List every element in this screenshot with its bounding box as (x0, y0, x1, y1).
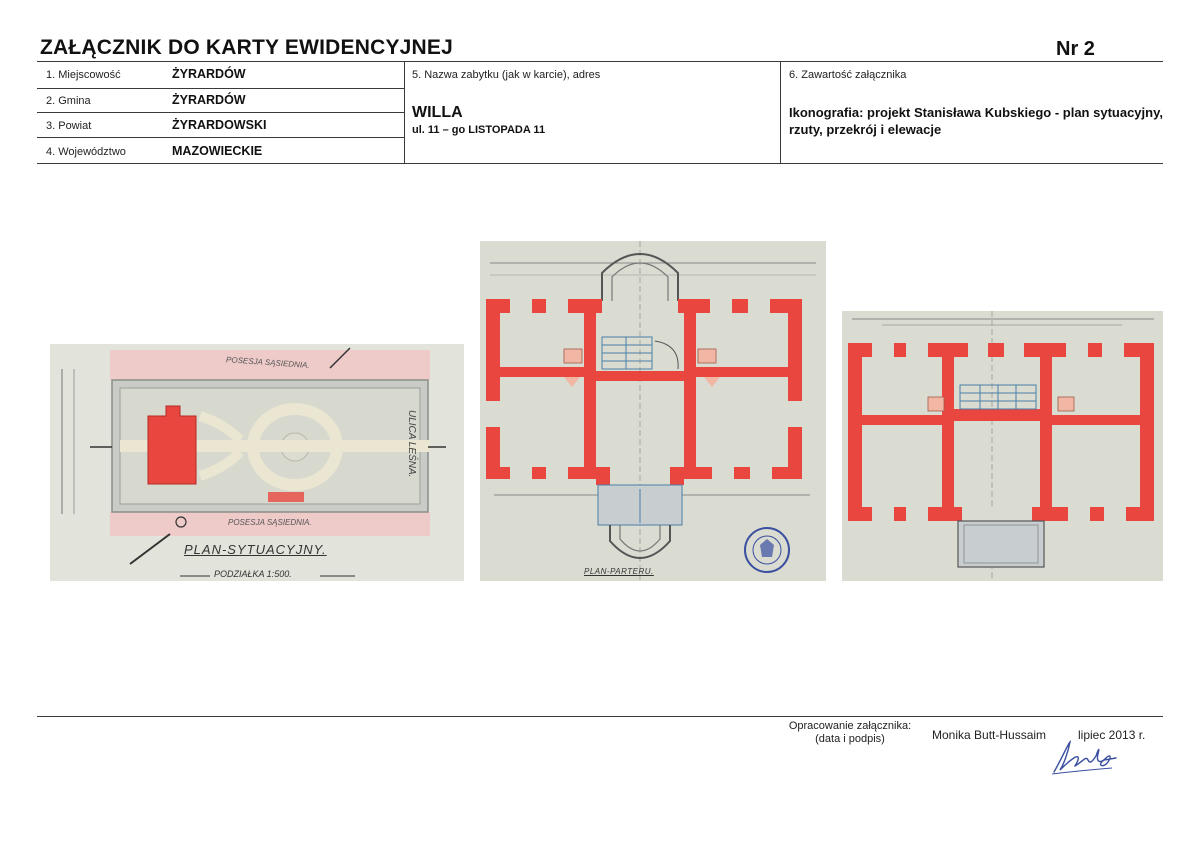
monument-name: WILLA (412, 104, 463, 121)
table-col-rule-1 (404, 61, 405, 164)
table-top-rule (37, 61, 1163, 62)
attachment-label: 6. Zawartość załącznika (789, 69, 907, 81)
table-bottom-rule (37, 163, 1163, 164)
attachment-description: Ikonografia: projekt Stanisława Kubskiego - plan sytuacyjny, rzuty, przekrój i elewacje (789, 105, 1163, 137)
field-value-wojewodztwo: MAZOWIECKIE (172, 144, 263, 158)
footer-rule (37, 716, 1163, 717)
field-value-gmina: ŻYRARDÓW (172, 93, 246, 107)
field-value-powiat: ŻYRARDOWSKI (172, 118, 267, 132)
table-col-rule-2 (780, 61, 781, 164)
field-label-gmina: 2. Gmina (46, 95, 91, 107)
table-row-rule-1 (37, 88, 404, 89)
official-stamp (742, 525, 792, 575)
field-label-miejscowosc: 1. Miejscowość (46, 69, 121, 81)
table-row-rule-3 (37, 137, 404, 138)
monument-address: ul. 11 – go LISTOPADA 11 (412, 124, 546, 136)
author-name: Monika Butt-Hussaim (932, 728, 1047, 742)
signature (1048, 738, 1118, 778)
monument-label: 5. Nazwa zabytku (jak w karcie), adres (412, 69, 601, 81)
site-plan-street-label: ULICA LEŚNA. (406, 410, 417, 478)
attachment-number: Nr 2 (1056, 38, 1095, 60)
page-title: ZAŁĄCZNIK DO KARTY EWIDENCYJNEJ (40, 36, 454, 59)
field-label-wojewodztwo: 4. Województwo (46, 146, 126, 158)
site-plan-caption: PLAN-SYTUACYJNY. (184, 542, 327, 557)
site-plan-scale: PODZIAŁKA 1:500. (214, 569, 292, 579)
field-value-miejscowosc: ŻYRARDÓW (172, 67, 246, 81)
ground-floor-caption: PLAN-PARTERU. (584, 567, 654, 576)
site-plan-neighbor-top: POSESJA SĄSIEDNIA. (225, 355, 310, 370)
prepared-sub-text: (data i podpis) (815, 733, 885, 745)
site-plan-drawing (50, 344, 464, 581)
prepared-label-text: Opracowanie załącznika: (788, 720, 912, 732)
field-label-powiat: 3. Powiat (46, 120, 92, 132)
upper-floor-plan-drawing (842, 311, 1163, 581)
prepared-label (780, 720, 920, 746)
table-row-rule-2 (37, 112, 404, 113)
prepared-date: lipiec 2013 r. (1078, 728, 1146, 742)
site-plan-neighbor-bottom: POSESJA SĄSIEDNIA. (228, 518, 312, 527)
ground-floor-plan-drawing (480, 241, 826, 581)
